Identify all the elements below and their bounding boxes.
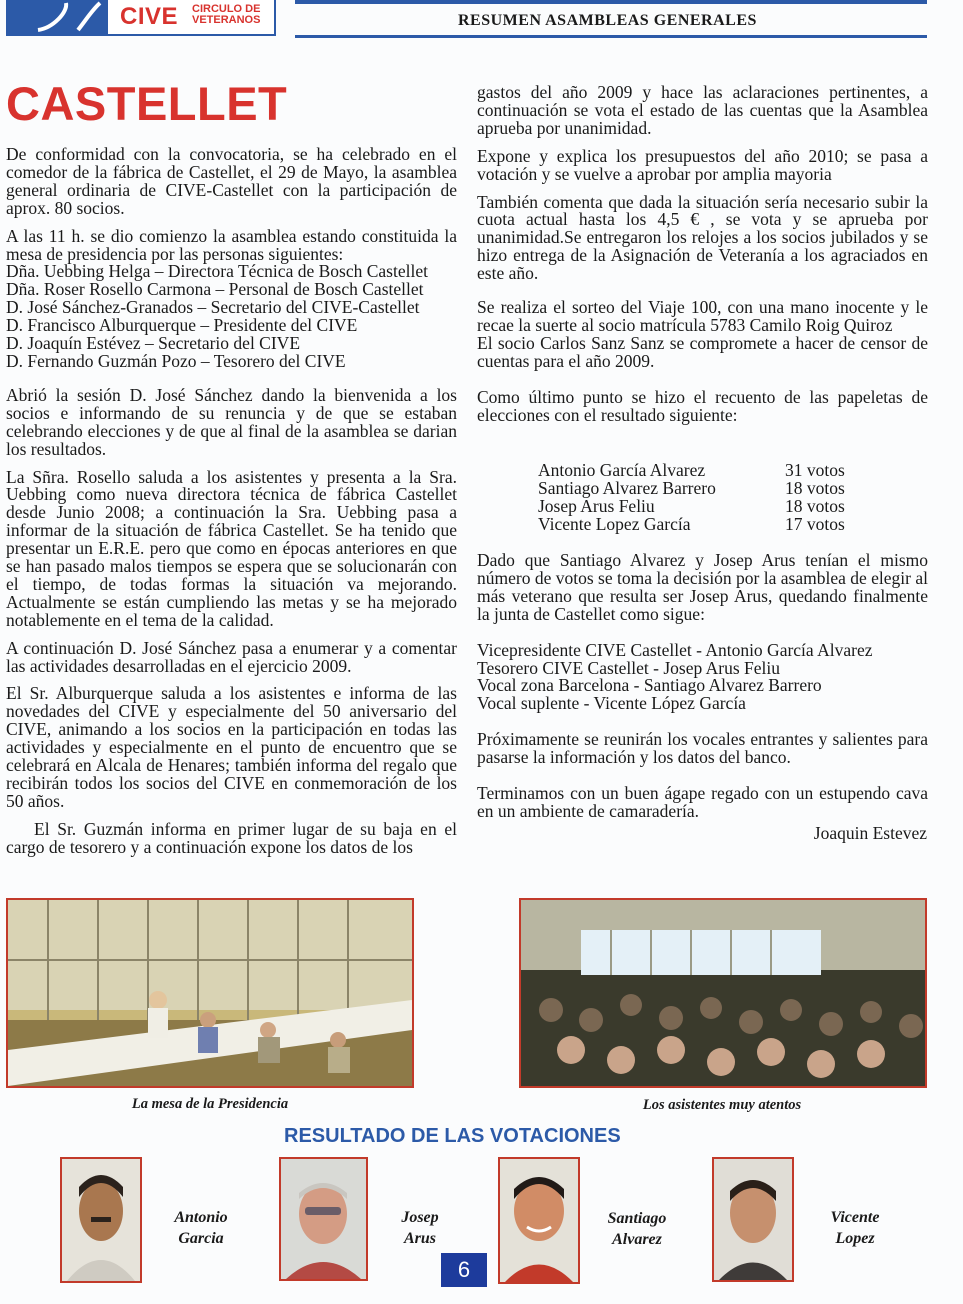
paragraph: Como último punto se hizo el recuento de las papeletas de elecciones con el resultado siguiente:: [477, 386, 928, 425]
paragraph: El socio Carlos Sanz Sanz se compromete a hacer de censor de cuentas para el año 2009.: [477, 332, 928, 371]
right-column: [477, 84, 928, 425]
list-item: D. Joaquín Estévez – Secretario del CIVE: [6, 333, 301, 354]
vote-row: Josep Arus Feliu 18 votos: [538, 495, 845, 516]
signature: Joaquin Estevez: [813, 823, 927, 843]
board-item: Vicepresidente CIVE Castellet - Antonio García Alvarez: [477, 639, 873, 660]
vote-table: [538, 462, 845, 534]
portrait-antonio: [60, 1157, 142, 1283]
board-item: Tesorero CIVE Castellet - Josep Arus Feliu: [477, 657, 781, 678]
paragraph: Se realiza el sorteo del Viaje 100, con una mano inocente y le recae la suerte al socio matrícula 5783 Camilo Roig Quiroz: [477, 297, 928, 335]
list-item: Dña. Uebbing Helga – Directora Técnica de Bosch Castellet: [6, 261, 428, 282]
paragraph: A continuación D. José Sánchez pasa a enumerar y a comentar las actividades desarrolladas en el ejercicio 2009.: [6, 637, 457, 676]
vote-row: Antonio García Alvarez 31 votos: [538, 460, 845, 480]
candidate-name: Vicente Lopez: [830, 1209, 880, 1247]
paragraph: El Sr. Alburquerque saluda a los asistentes e informa de las novedades del CIVE y especialmente del 50 aniversario del CIVE, animando a los socios en la participación en todas las actividades y especialmente en el punto de encuentro que se celebrará en Alcala de Henares; también informa del regalo que recibirán todos los socios del CIVE en conmemoración de los 50 años.: [6, 683, 457, 811]
header-rule-bottom: [295, 35, 927, 38]
paragraph: De conformidad con la convocatoria, se ha celebrado en el comedor de la fábrica de Castellet, el 29 de Mayo, la asamblea general ordinaria de CIVE-Castellet con la participación de aprox. 80 socios.: [6, 144, 457, 218]
photo-audience: [519, 898, 927, 1088]
paragraph: Abrió la sesión D. José Sánchez dando la bienvenida a los socios e informando de su renuncia y de que se estaban celebrando elecciones y de que al final de la asamblea se darian los resultados.: [6, 384, 457, 459]
paragraph: Expone y explica los presupuestos del año 2010; se pasa a votación y se vuelve a aprobar por amplia mayoria: [477, 145, 928, 184]
paragraph: La Sñra. Rosello saluda a los asistentes y presenta a la Sra. Uebbing como nueva directora técnica de fábrica Castellet desde Junio 2008; a continuación la Sra. Uebbing pasa a informar de la situación de fábrica Castellet. Se ha tenido que presentar un E.R.E. pero que como en épocas anteriores en que se han pasado malos tiempos se espera que se solucionarán con el tiempo, de todas formas la situación va mejorando. Actualmente se están cumpliendo las metas y se ha mejorado notablemente en el tema de la calidad.: [6, 466, 457, 630]
right-column-continued: [477, 552, 928, 821]
board-item: Vocal zona Barcelona - Santiago Alvarez Barrero: [477, 675, 822, 696]
paragraph: El Sr. Guzmán informa en primer lugar de su baja en el cargo de tesorero y a continuación expone los datos de los: [6, 818, 457, 857]
portrait-santiago: [498, 1157, 580, 1284]
vote-row: Santiago Alvarez Barrero 18 votos: [538, 477, 845, 498]
portrait-vicente: [712, 1157, 794, 1282]
photo-presidency-table: [6, 898, 414, 1088]
vote-row: Vicente Lopez García 17 votos: [538, 513, 845, 534]
cive-logo: [6, 0, 276, 36]
candidate-name: Antonio Garcia: [174, 1209, 228, 1247]
logo-subtitle: CIRCULO DE VETERANOS: [192, 3, 261, 26]
left-column: [6, 146, 457, 857]
portrait-josep: [279, 1157, 368, 1281]
logo-emblem: [8, 0, 108, 34]
paragraph: Próximamente se reunirán los vocales entrantes y salientes para pasarse la información y los datos del banco.: [477, 729, 928, 768]
paragraph: Dado que Santiago Alvarez y Josep Arus tenían el mismo número de votos se toma la decisión por la asamblea de elegir al más veterano que resulta ser Josep Arus, quedando finalmente la junta de Castellet como sigue:: [477, 550, 928, 624]
paragraph: Terminamos con un buen ágape regado con un estupendo cava en un ambiente de camaradería.: [477, 783, 928, 821]
article-title: CASTELLET: [6, 77, 288, 130]
candidate-name: Santiago Alvarez: [607, 1210, 667, 1248]
photo-caption-right: Los asistentes muy atentos: [642, 1097, 802, 1113]
paragraph: También comenta que dada la situación sería necesario subir la cuota actual hasta los 4,5 € , se vota y se aprueba por unanimidad.Se entregaron los relojes a los socios jubilados y se hizo entrega de la Asignación de Veteranía a los agraciados en este año.: [477, 191, 928, 284]
board-item: Vocal suplente - Vicente López García: [477, 693, 746, 714]
paragraph: A las 11 h. se dio comienzo la asamblea estando constituida la mesa de presidencia por las personas siguientes:: [6, 225, 457, 264]
paragraph: gastos del año 2009 y hace las aclaraciones pertinentes, a continuación se vota el estado de las cuentas que la Asamblea aprueba por unanimidad.: [477, 82, 928, 138]
logo-text: CIVE: [120, 3, 179, 30]
list-item: D. Francisco Alburquerque – Presidente del CIVE: [6, 315, 358, 336]
section-title: RESUMEN ASAMBLEAS GENERALES: [458, 12, 757, 29]
results-title: RESULTADO DE LAS VOTACIONES: [284, 1125, 621, 1147]
candidate-name: Josep Arus: [401, 1209, 439, 1247]
photo-caption-left: La mesa de la Presidencia: [131, 1096, 289, 1112]
page-number: 6: [441, 1253, 487, 1287]
header-rule-top: [295, 0, 927, 4]
list-item: D. José Sánchez-Granados – Secretario del CIVE-Castellet: [6, 297, 420, 318]
list-item: D. Fernando Guzmán Pozo – Tesorero del CIVE: [6, 350, 346, 371]
list-item: Dña. Roser Rosello Carmona – Personal de Bosch Castellet: [6, 279, 424, 300]
